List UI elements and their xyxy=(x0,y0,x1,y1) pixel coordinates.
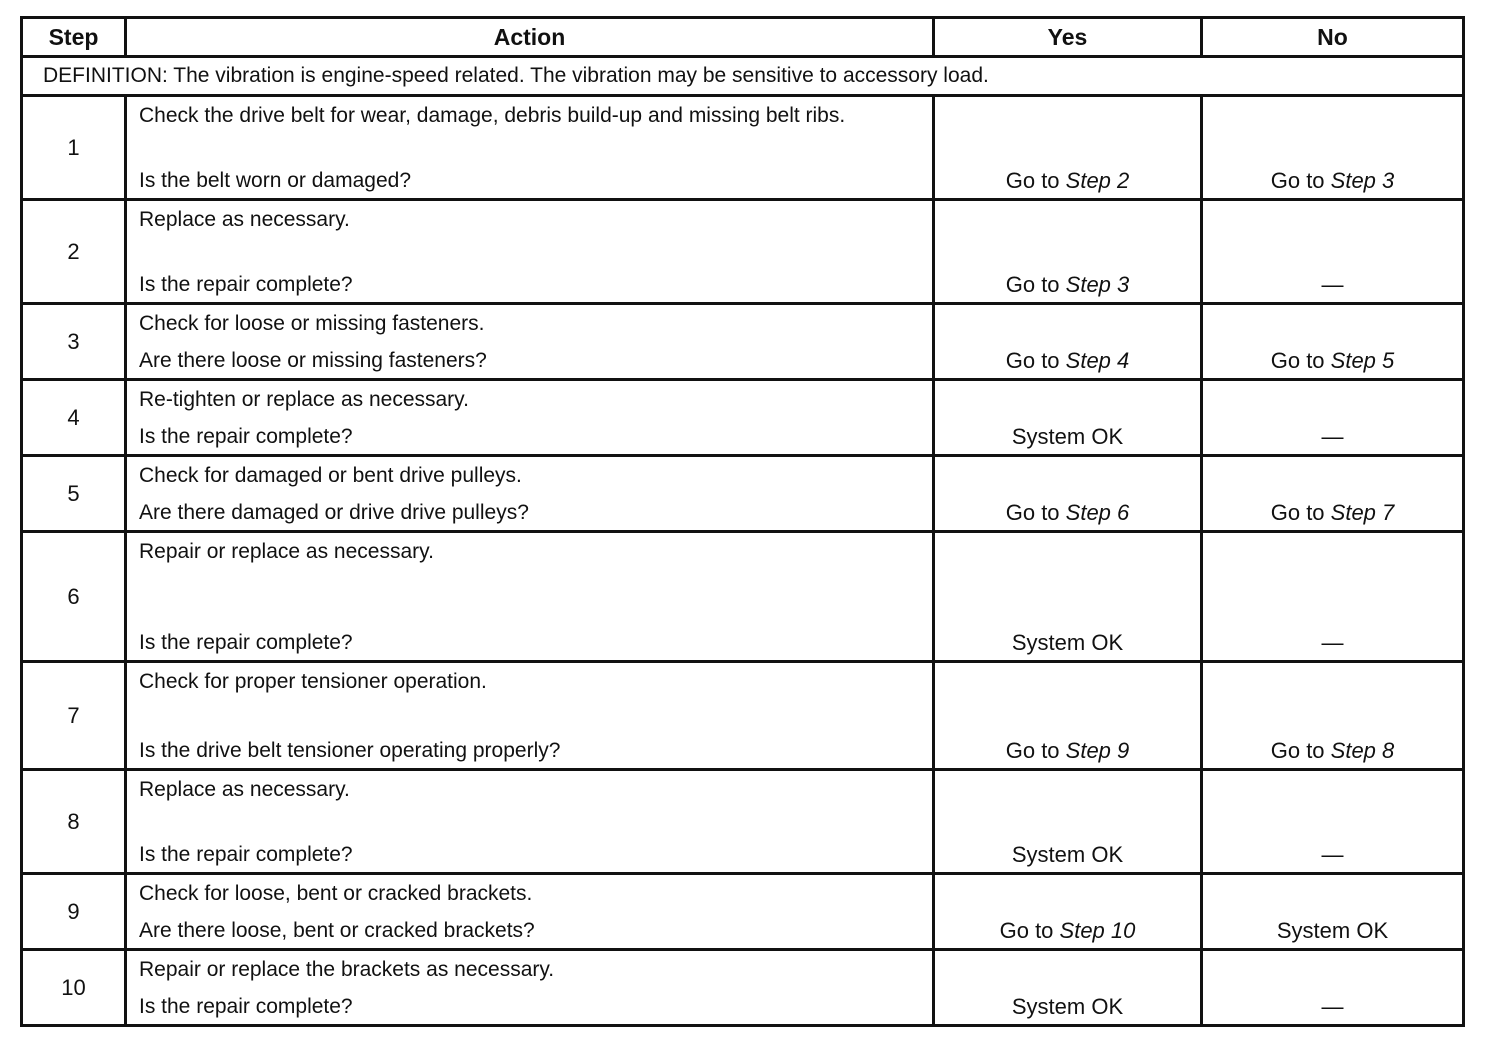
result-yes xyxy=(934,380,1202,456)
step-row xyxy=(22,532,1464,662)
step-number: 8 xyxy=(22,770,126,874)
goto-prefix: Go to xyxy=(999,918,1060,943)
result-yes xyxy=(934,96,1202,200)
result-no xyxy=(1202,874,1464,950)
action-content xyxy=(139,771,924,872)
step-number: 10 xyxy=(22,950,126,1026)
action-question: Is the belt worn or damaged? xyxy=(139,169,411,192)
action-instruction: Check for loose or missing fasteners. xyxy=(139,312,485,335)
system-ok-text: System OK xyxy=(1011,630,1124,655)
result-no xyxy=(1202,770,1464,874)
system-ok-text: System OK xyxy=(1011,424,1124,449)
definition-row xyxy=(22,57,1464,96)
goto-yes xyxy=(935,168,1200,194)
step-row xyxy=(22,950,1464,1026)
diagnostic-table xyxy=(20,16,1465,1027)
goto-yes xyxy=(935,918,1200,944)
header-row xyxy=(22,18,1464,57)
action-instruction: Check for damaged or bent drive pulleys. xyxy=(139,464,522,487)
goto-prefix: Go to xyxy=(1005,168,1066,193)
goto-step-ref: Step 7 xyxy=(1330,500,1395,525)
goto-prefix: Go to xyxy=(1270,168,1331,193)
step-number: 5 xyxy=(22,456,126,532)
goto-step-ref: Step 8 xyxy=(1330,738,1395,763)
action-question: Is the repair complete? xyxy=(139,631,353,654)
system-ok-text: System OK xyxy=(1011,842,1124,867)
action-question: Is the repair complete? xyxy=(139,425,353,448)
step-action xyxy=(126,662,934,770)
no-action-dash: — xyxy=(1321,842,1344,867)
goto-step-ref: Step 3 xyxy=(1330,168,1395,193)
goto-yes xyxy=(935,738,1200,764)
goto-prefix: Go to xyxy=(1005,348,1066,373)
goto-step-ref: Step 9 xyxy=(1065,738,1130,763)
action-content xyxy=(139,875,924,948)
step-row xyxy=(22,304,1464,380)
action-instruction: Repair or replace as necessary. xyxy=(139,540,434,563)
no-action-dash: — xyxy=(1321,630,1344,655)
step-number: 7 xyxy=(22,662,126,770)
action-content xyxy=(139,201,924,302)
step-row xyxy=(22,380,1464,456)
action-question: Is the repair complete? xyxy=(139,843,353,866)
goto-prefix: Go to xyxy=(1270,500,1331,525)
step-action xyxy=(126,200,934,304)
result-no xyxy=(1202,380,1464,456)
action-question: Is the repair complete? xyxy=(139,995,353,1018)
step-number: 3 xyxy=(22,304,126,380)
goto-no xyxy=(1203,500,1462,526)
action-question: Is the repair complete? xyxy=(139,273,353,296)
result-no xyxy=(1202,662,1464,770)
step-row xyxy=(22,874,1464,950)
goto-no xyxy=(1203,348,1462,374)
definition-text: DEFINITION: The vibration is engine-speed related. The vibration may be sensitive to accessory load. xyxy=(22,57,1464,96)
step-action xyxy=(126,950,934,1026)
step-action xyxy=(126,380,934,456)
header-action: Action xyxy=(126,18,934,57)
action-instruction: Check for proper tensioner operation. xyxy=(139,670,487,693)
step-row xyxy=(22,456,1464,532)
goto-prefix: Go to xyxy=(1005,272,1066,297)
action-instruction: Re-tighten or replace as necessary. xyxy=(139,388,469,411)
result-yes xyxy=(934,950,1202,1026)
result-yes xyxy=(934,662,1202,770)
goto-yes xyxy=(935,272,1200,298)
step-action xyxy=(126,304,934,380)
action-content xyxy=(139,97,924,198)
result-no xyxy=(1202,456,1464,532)
action-content xyxy=(139,305,924,378)
step-action xyxy=(126,96,934,200)
step-number: 1 xyxy=(22,96,126,200)
action-instruction: Check for loose, bent or cracked brackets. xyxy=(139,882,533,905)
result-yes xyxy=(934,532,1202,662)
goto-step-ref: Step 5 xyxy=(1330,348,1395,373)
goto-step-ref: Step 3 xyxy=(1065,272,1130,297)
result-yes xyxy=(934,200,1202,304)
header-no: No xyxy=(1202,18,1464,57)
step-number: 4 xyxy=(22,380,126,456)
step-row xyxy=(22,96,1464,200)
action-content xyxy=(139,533,924,660)
goto-step-ref: Step 10 xyxy=(1059,918,1136,943)
step-number: 9 xyxy=(22,874,126,950)
result-no xyxy=(1202,532,1464,662)
goto-prefix: Go to xyxy=(1270,348,1331,373)
goto-no xyxy=(1203,738,1462,764)
action-content xyxy=(139,951,924,1024)
result-yes xyxy=(934,874,1202,950)
result-no xyxy=(1202,304,1464,380)
header-step: Step xyxy=(22,18,126,57)
result-no xyxy=(1202,96,1464,200)
goto-step-ref: Step 6 xyxy=(1065,500,1130,525)
goto-yes xyxy=(935,348,1200,374)
step-action xyxy=(126,456,934,532)
action-question: Are there loose or missing fasteners? xyxy=(139,349,487,372)
step-row xyxy=(22,770,1464,874)
no-action-dash: — xyxy=(1321,272,1344,297)
no-action-dash: — xyxy=(1321,994,1344,1019)
action-question: Are there loose, bent or cracked brackets? xyxy=(139,919,535,942)
step-number: 6 xyxy=(22,532,126,662)
action-question: Is the drive belt tensioner operating properly? xyxy=(139,739,561,762)
goto-step-ref: Step 2 xyxy=(1065,168,1130,193)
goto-prefix: Go to xyxy=(1270,738,1331,763)
step-row xyxy=(22,662,1464,770)
step-action xyxy=(126,770,934,874)
step-row xyxy=(22,200,1464,304)
result-yes xyxy=(934,456,1202,532)
step-action xyxy=(126,874,934,950)
step-number: 2 xyxy=(22,200,126,304)
step-action xyxy=(126,532,934,662)
header-yes: Yes xyxy=(934,18,1202,57)
action-instruction: Repair or replace the brackets as necessary. xyxy=(139,958,555,981)
result-yes xyxy=(934,770,1202,874)
action-content xyxy=(139,457,924,530)
action-instruction: Check the drive belt for wear, damage, debris build-up and missing belt ribs. xyxy=(139,104,846,127)
no-action-dash: — xyxy=(1321,424,1344,449)
goto-prefix: Go to xyxy=(1005,738,1066,763)
result-no xyxy=(1202,200,1464,304)
result-no xyxy=(1202,950,1464,1026)
action-instruction: Replace as necessary. xyxy=(139,208,350,231)
system-ok-text: System OK xyxy=(1276,918,1389,943)
action-question: Are there damaged or drive drive pulleys? xyxy=(139,501,529,524)
goto-step-ref: Step 4 xyxy=(1065,348,1130,373)
result-yes xyxy=(934,304,1202,380)
action-instruction: Replace as necessary. xyxy=(139,778,350,801)
goto-prefix: Go to xyxy=(1005,500,1066,525)
action-content xyxy=(139,663,924,768)
system-ok-text: System OK xyxy=(1011,994,1124,1019)
goto-no xyxy=(1203,168,1462,194)
goto-yes xyxy=(935,500,1200,526)
action-content xyxy=(139,381,924,454)
